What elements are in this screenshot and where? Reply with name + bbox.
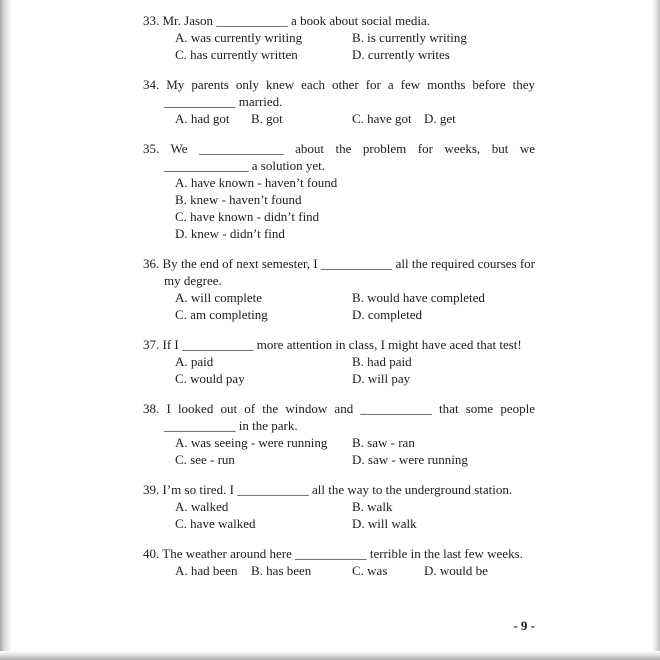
question bbox=[143, 400, 535, 468]
option: B. would have completed bbox=[352, 290, 485, 305]
option: C. would pay bbox=[175, 371, 245, 386]
option: B. walk bbox=[352, 499, 393, 514]
question-number: 35. bbox=[143, 141, 160, 156]
option: B. knew - haven’t found bbox=[175, 192, 302, 207]
option: A. have known - haven’t found bbox=[175, 175, 338, 190]
question-list bbox=[143, 12, 535, 592]
option: C. see - run bbox=[175, 452, 235, 467]
option: C. am completing bbox=[175, 307, 268, 322]
question-text: If I ___________ more attention in class, I might have aced that test! bbox=[162, 337, 522, 352]
question bbox=[143, 255, 535, 323]
option: A. was currently writing bbox=[175, 30, 303, 45]
scan-edge-right bbox=[651, 0, 660, 660]
page-number: - 9 - bbox=[513, 618, 535, 633]
options bbox=[175, 29, 535, 63]
question-number: 36. bbox=[143, 256, 160, 271]
question-number: 40. bbox=[143, 546, 160, 561]
question-text-line bbox=[143, 545, 535, 562]
question-number: 34. bbox=[143, 77, 160, 92]
option: C. have walked bbox=[175, 516, 256, 531]
option: C. have got bbox=[352, 111, 412, 126]
question-number: 37. bbox=[143, 337, 160, 352]
option: A. paid bbox=[175, 354, 214, 369]
question-text-line bbox=[143, 400, 535, 434]
option: D. get bbox=[424, 111, 456, 126]
question-text-line bbox=[143, 336, 535, 353]
question bbox=[143, 76, 535, 127]
options bbox=[175, 498, 535, 532]
option: D. saw - were running bbox=[352, 452, 468, 467]
question-text-line bbox=[143, 12, 535, 29]
option: D. would be bbox=[424, 563, 488, 578]
scan-edge-bottom bbox=[0, 651, 660, 660]
question-number: 38. bbox=[143, 401, 160, 416]
option: A. will complete bbox=[175, 290, 263, 305]
question-text: By the end of next semester, I ___________ all the required courses for my degree. bbox=[162, 256, 536, 288]
option: D. completed bbox=[352, 307, 423, 322]
question-text: I looked out of the window and ___________ that some people ___________ in the park. bbox=[164, 401, 536, 433]
option: B. is currently writing bbox=[352, 30, 467, 45]
option: A. had got bbox=[175, 111, 230, 126]
question-text: The weather around here ___________ terrible in the last few weeks. bbox=[162, 546, 523, 561]
scan-edge-left bbox=[0, 0, 12, 660]
option: C. has currently written bbox=[175, 47, 298, 62]
option: B. had paid bbox=[352, 354, 412, 369]
options bbox=[175, 353, 535, 387]
question-text-line bbox=[143, 481, 535, 498]
option: B. got bbox=[251, 111, 283, 126]
options bbox=[175, 110, 535, 127]
question-text: We _____________ about the problem for weeks, but we _____________ a solution yet. bbox=[164, 141, 535, 173]
option: B. has been bbox=[251, 563, 312, 578]
question-text: I’m so tired. I ___________ all the way to the underground station. bbox=[162, 482, 513, 497]
option: D. will pay bbox=[352, 371, 411, 386]
question bbox=[143, 12, 535, 63]
question bbox=[143, 545, 535, 579]
option: A. walked bbox=[175, 499, 229, 514]
question bbox=[143, 140, 535, 242]
question-text-line bbox=[143, 76, 535, 110]
question-text: Mr. Jason ___________ a book about social media. bbox=[162, 13, 431, 28]
question-number: 39. bbox=[143, 482, 160, 497]
option: D. knew - didn’t find bbox=[175, 226, 285, 241]
option: B. saw - ran bbox=[352, 435, 415, 450]
option: D. currently writes bbox=[352, 47, 450, 62]
options bbox=[175, 434, 535, 468]
options bbox=[175, 174, 535, 242]
option: A. was seeing - were running bbox=[175, 435, 328, 450]
options bbox=[175, 289, 535, 323]
question-text-line bbox=[143, 255, 535, 289]
options bbox=[175, 562, 535, 579]
question-number: 33. bbox=[143, 13, 160, 28]
option: A. had been bbox=[175, 563, 238, 578]
question-text: My parents only knew each other for a few months before they ___________ married. bbox=[164, 77, 536, 109]
question-text-line bbox=[143, 140, 535, 174]
question bbox=[143, 336, 535, 387]
option: D. will walk bbox=[352, 516, 417, 531]
option: C. was bbox=[352, 563, 388, 578]
question bbox=[143, 481, 535, 532]
option: C. have known - didn’t find bbox=[175, 209, 320, 224]
